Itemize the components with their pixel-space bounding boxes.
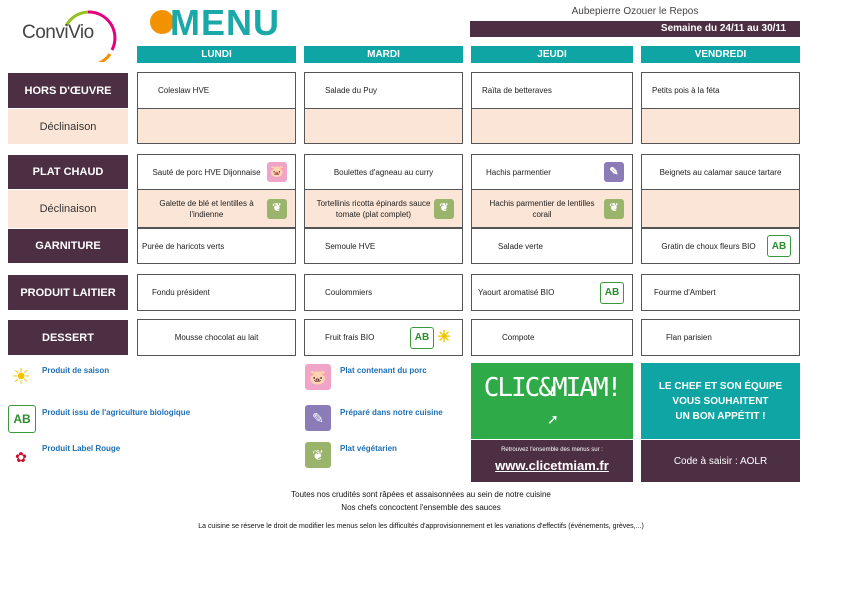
row-label-dessert: DESSERT <box>8 320 128 355</box>
menu-cell: Gratin de choux fleurs BIO AB <box>641 228 800 264</box>
legend-saison: Produit de saison <box>42 366 110 375</box>
chef-line: VOUS SOUHAITENT <box>672 395 769 407</box>
day-header-jeudi: JEUDI <box>471 46 633 63</box>
menu-cell: Salade du Puy <box>304 72 463 109</box>
menu-cell: Fruit frais BIO AB ☀ <box>304 319 463 356</box>
menu-cell: Compote <box>471 319 633 356</box>
row-label-declinaison: Déclinaison <box>8 190 128 228</box>
day-header-vendredi: VENDREDI <box>641 46 800 63</box>
convivio-logo <box>10 6 120 62</box>
menu-cell: Flan parisien <box>641 319 800 356</box>
footer-line: Nos chefs concoctent l'ensemble des sauces <box>341 503 501 512</box>
row-label-hors-doeuvre: HORS D'ŒUVRE <box>8 73 128 108</box>
row-label-produit-laitier: PRODUIT LAITIER <box>8 275 128 310</box>
clicetmiam-link[interactable]: www.clicetmiam.fr <box>495 458 609 473</box>
sun-icon: ☀ <box>11 364 31 389</box>
menu-cell: Hachis parmentier de lentilles corail ❦ <box>471 190 633 228</box>
clicetmiam-title: CLIC&MIAM! <box>483 373 621 403</box>
pig-icon: 🐷 <box>267 162 287 182</box>
menu-cell <box>471 109 633 144</box>
footer-line: Toutes nos crudités sont râpées et assaisonnées au sein de notre cuisine <box>291 490 551 499</box>
menu-cell <box>137 109 296 144</box>
menu-cell: Yaourt aromatisé BIO AB <box>471 274 633 311</box>
leaf-icon: ❦ <box>267 199 287 219</box>
ab-bio-icon: AB <box>767 235 791 257</box>
menu-cell: Salade verte <box>471 228 633 264</box>
leaf-icon: ❦ <box>305 442 331 468</box>
whisk-icon: ✎ <box>604 162 624 182</box>
week-banner: Semaine du 24/11 au 30/11 <box>470 21 800 37</box>
logo-text: ConviVio <box>22 22 94 43</box>
chef-message <box>641 363 800 439</box>
legend-vegetarien: Plat végétarien <box>340 444 397 453</box>
clicetmiam-retrouvez: Retrouvez l'ensemble des menus sur : <box>501 447 603 453</box>
menu-cell <box>641 109 800 144</box>
menu-cell: Fondu président <box>137 274 296 311</box>
chef-line: UN BON APPÉTIT ! <box>675 410 766 422</box>
legend-bio: Produit issu de l'agriculture biologique <box>42 408 191 417</box>
menu-cell: Fourme d'Ambert <box>641 274 800 311</box>
school-name: Aubepierre Ozouer le Repos <box>571 6 699 17</box>
legend-maison: Préparé dans notre cuisine <box>340 408 443 417</box>
clicetmiam-footer <box>471 440 633 482</box>
menu-title: MENU <box>170 2 280 43</box>
access-code: Code à saisir : AOLR <box>641 440 800 482</box>
menu-cell: Tortellinis ricotta épinards sauce tomate (plat complet) ❦ <box>304 190 463 228</box>
menu-cell: Semoule HVE <box>304 228 463 264</box>
row-label-declinaison: Déclinaison <box>8 109 128 144</box>
pig-icon: 🐷 <box>305 364 331 390</box>
footer-disclaimer: La cuisine se réserve le droit de modifier les menus selon les difficultés d'approvisionnement et les variations d'effectifs (événements, grèves,...) <box>198 523 644 530</box>
chef-line: LE CHEF ET SON ÉQUIPE <box>658 380 783 392</box>
menu-cell: Sauté de porc HVE Dijonnaise 🐷 <box>137 154 296 190</box>
menu-cell: Boulettes d'agneau au curry <box>304 154 463 190</box>
menu-cell: Mousse chocolat au lait <box>137 319 296 356</box>
cursor-icon: ➚ <box>547 411 559 427</box>
clicetmiam-banner <box>471 363 633 439</box>
menu-cell: Galette de blé et lentilles à l'indienne ❦ <box>137 190 296 228</box>
day-header-mardi: MARDI <box>304 46 463 63</box>
sun-icon: ☀ <box>434 328 454 348</box>
menu-cell: Hachis parmentier ✎ <box>471 154 633 190</box>
ab-bio-icon: AB <box>600 282 624 304</box>
legend-label-rouge: Produit Label Rouge <box>42 444 121 453</box>
menu-cell: Raïta de betteraves <box>471 72 633 109</box>
row-label-plat-chaud: PLAT CHAUD <box>8 155 128 189</box>
day-header-lundi: LUNDI <box>137 46 296 63</box>
menu-cell <box>641 190 800 228</box>
leaf-icon: ❦ <box>434 199 454 219</box>
row-label-garniture: GARNITURE <box>8 229 128 263</box>
label-rouge-icon: ✿ <box>15 448 27 465</box>
menu-cell: Beignets au calamar sauce tartare <box>641 154 800 190</box>
legend-porc: Plat contenant du porc <box>340 366 427 375</box>
menu-cell: Coulommiers <box>304 274 463 311</box>
leaf-icon: ❦ <box>604 199 624 219</box>
menu-cell: Coleslaw HVE <box>137 72 296 109</box>
ab-bio-icon: AB <box>410 327 434 349</box>
menu-cell <box>304 109 463 144</box>
whisk-icon: ✎ <box>305 405 331 431</box>
ab-bio-icon: AB <box>8 405 36 433</box>
menu-cell: Petits pois à la féta <box>641 72 800 109</box>
menu-cell: Purée de haricots verts <box>137 228 296 264</box>
